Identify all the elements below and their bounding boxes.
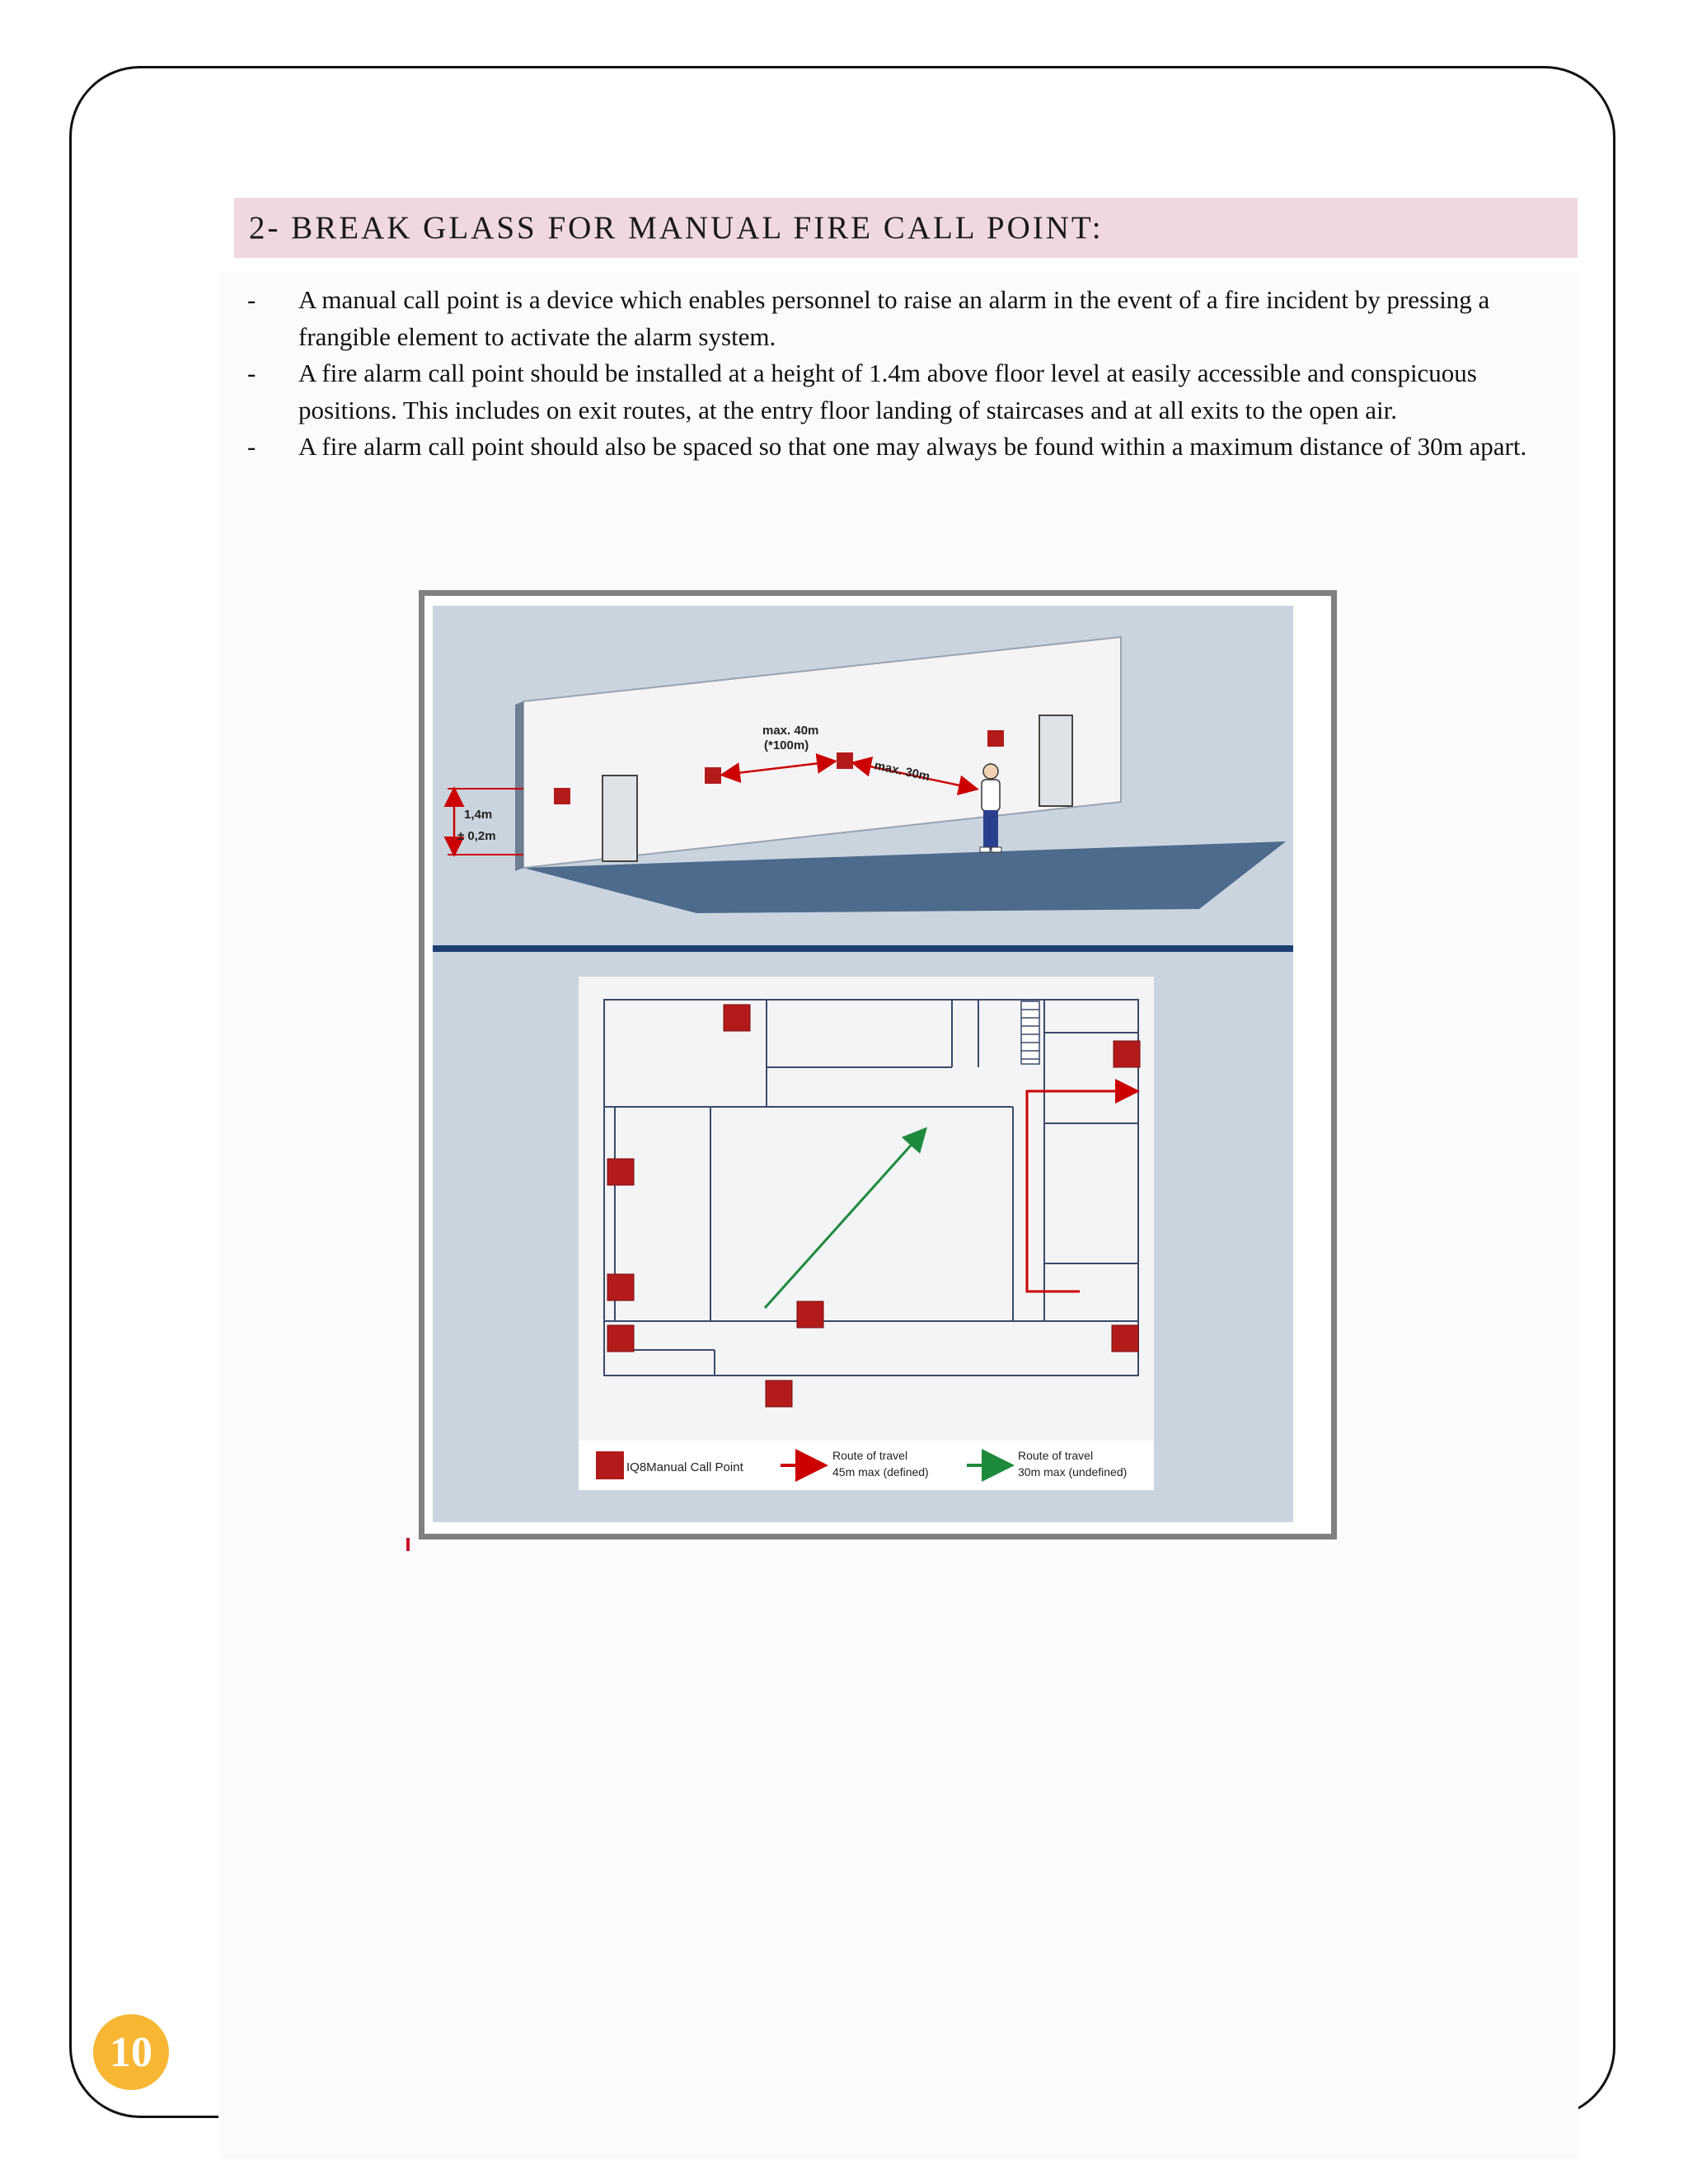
legend-red-line1: Route of travel	[832, 1449, 908, 1462]
wall-edge	[515, 701, 523, 871]
tick-mark	[406, 1538, 410, 1551]
bullet-marker: -	[247, 359, 256, 387]
call-point-figure	[419, 590, 1337, 1540]
call-point-icon	[705, 767, 721, 784]
bullet-text: A fire alarm call point should be installed at a height of 1.4m above floor level at easily accessible and conspicuous positions. This includes on exit routes, at the entry floor landing of staircases and at all exits to the open air.	[298, 359, 1477, 424]
page-number: 10	[110, 2028, 152, 2076]
bullet-list	[247, 282, 1566, 466]
height-label: 1,4m	[464, 808, 493, 822]
legend-green-line2: 30m max (undefined)	[1018, 1465, 1128, 1479]
max-spacing-label: max. 40m	[762, 724, 819, 738]
call-point-icon	[766, 1380, 792, 1407]
call-point-icon	[596, 1451, 624, 1479]
max-distance-label: max. 30m	[873, 758, 931, 785]
bullet-item	[247, 355, 1566, 429]
call-point-icon	[987, 730, 1004, 747]
legend-green-line1: Route of travel	[1018, 1449, 1094, 1462]
call-point-illustration	[424, 596, 1331, 1534]
plan-legend	[579, 1441, 1154, 1490]
call-point-icon	[797, 1301, 823, 1328]
bullet-marker: -	[247, 432, 256, 461]
section-heading: 2- BREAK GLASS FOR MANUAL FIRE CALL POINT:	[249, 210, 1104, 246]
call-point-icon	[607, 1325, 634, 1352]
tolerance-label: ± 0,2m	[457, 829, 496, 843]
floor-plan	[579, 977, 1154, 1441]
section-heading-bar	[234, 198, 1578, 258]
bullet-item	[247, 282, 1566, 355]
call-point-icon	[607, 1274, 634, 1301]
bullet-item	[247, 429, 1566, 466]
bullet-marker: -	[247, 285, 256, 314]
legend-call-point-label: IQ8Manual Call Point	[626, 1460, 743, 1474]
call-point-icon	[837, 752, 853, 769]
door-left	[603, 776, 637, 861]
page-number-badge	[93, 2014, 169, 2090]
bullet-text: A manual call point is a device which enables personnel to raise an alarm in the event of a fire incident by pressing a frangible element to activate the alarm system.	[298, 285, 1490, 351]
call-point-icon	[554, 788, 570, 804]
legend-red-line2: 45m max (defined)	[832, 1465, 929, 1479]
panel-divider	[433, 945, 1293, 952]
bullet-text: A fire alarm call point should also be spaced so that one may always be found within a maximum distance of 30m apart.	[298, 432, 1527, 461]
max-spacing-alt-label: (*100m)	[764, 738, 809, 752]
call-point-icon	[607, 1159, 634, 1185]
call-point-icon	[1114, 1041, 1140, 1067]
call-point-icon	[1112, 1325, 1138, 1352]
stair-icon	[1021, 1001, 1039, 1064]
door-right	[1039, 715, 1072, 806]
call-point-icon	[724, 1005, 750, 1031]
